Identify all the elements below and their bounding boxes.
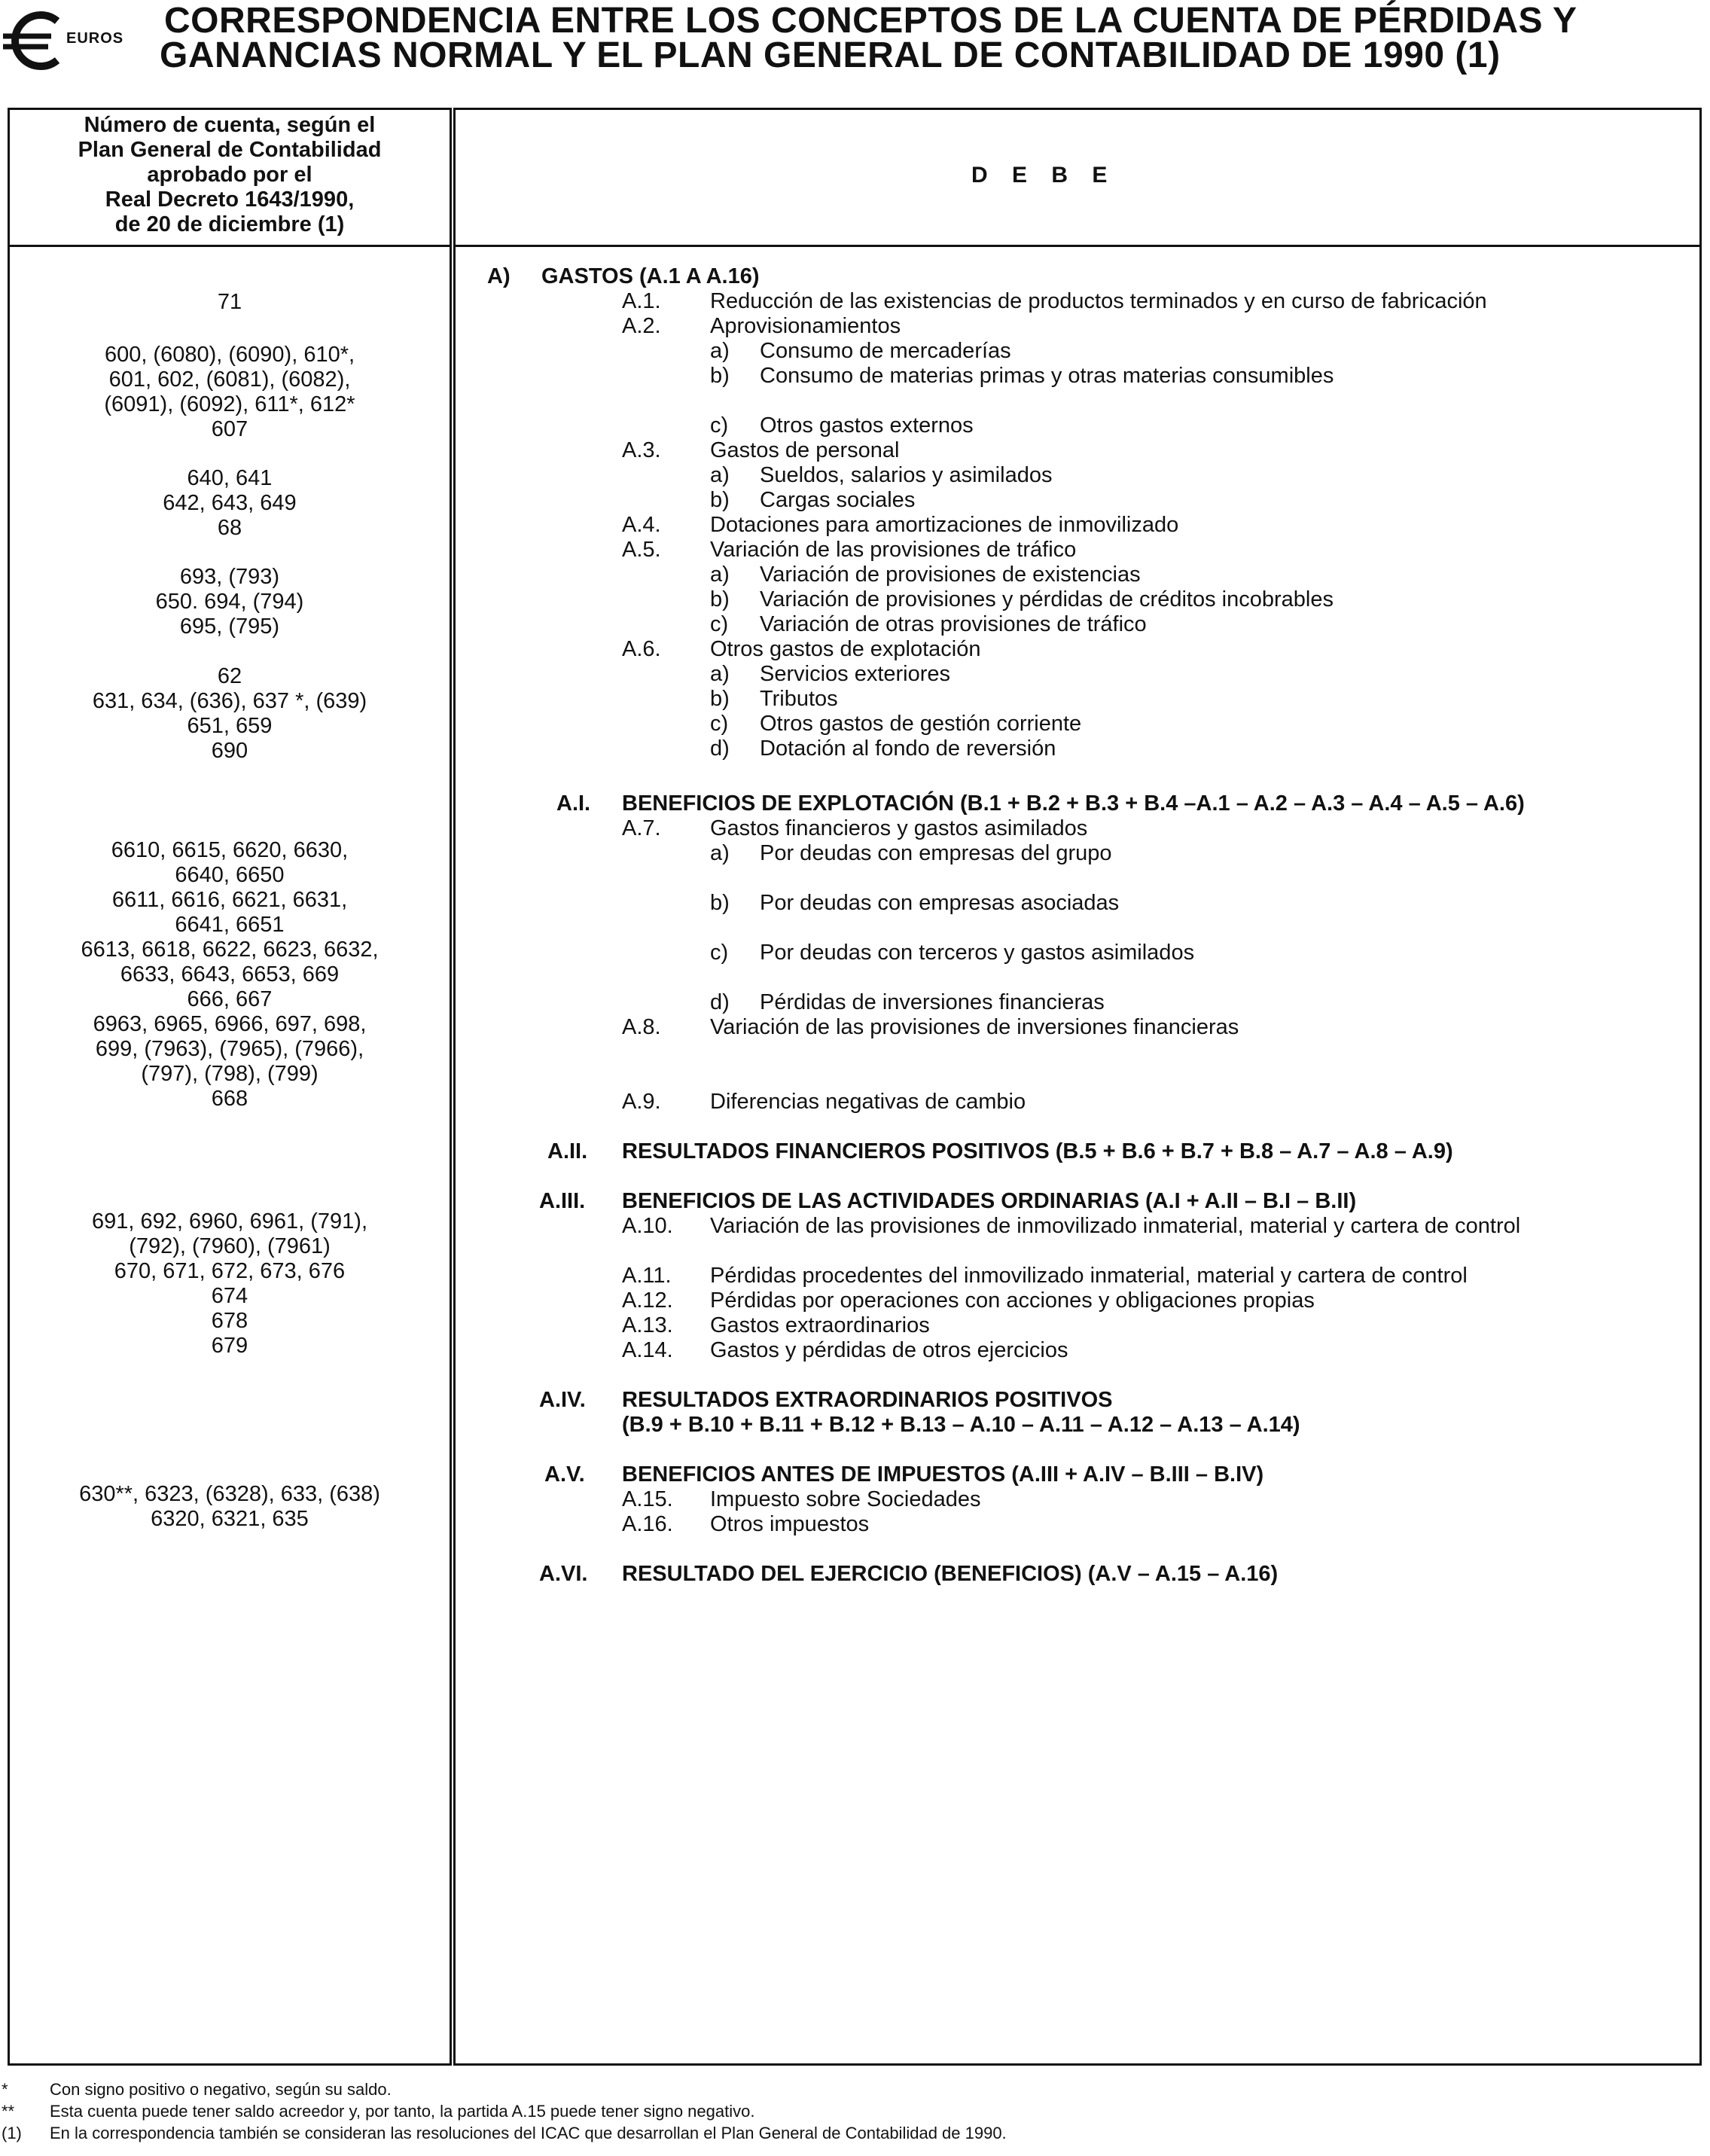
item-text: GASTOS (A.1 A A.16) bbox=[541, 264, 760, 288]
account-numbers: 62 bbox=[217, 664, 242, 688]
header-line: Número de cuenta, según el bbox=[84, 113, 376, 137]
item-code: A.12. bbox=[622, 1288, 673, 1313]
account-numbers: 630**, 6323, (6328), 633, (638) bbox=[79, 1482, 380, 1506]
item-text: Variación de provisiones y pérdidas de créditos incobrables bbox=[760, 587, 1334, 611]
item-code: d) bbox=[710, 736, 730, 761]
account-numbers: 668 bbox=[211, 1087, 248, 1111]
header-line: Plan General de Contabilidad bbox=[78, 138, 382, 162]
item-code: a) bbox=[710, 662, 730, 686]
item-text: Otros gastos de gestión corriente bbox=[760, 712, 1082, 736]
account-numbers: 679 bbox=[211, 1334, 248, 1358]
item-text: Cargas sociales bbox=[760, 488, 916, 512]
account-numbers: 690 bbox=[211, 739, 248, 763]
item-text: Por deudas con terceros y gastos asimilados bbox=[760, 941, 1195, 965]
item-text: Consumo de materias primas y otras materias consumibles bbox=[760, 364, 1334, 388]
item-text: Diferencias negativas de cambio bbox=[710, 1090, 1026, 1114]
account-numbers: 607 bbox=[211, 417, 248, 441]
item-code: b) bbox=[710, 587, 730, 611]
euro-sign-icon bbox=[2, 11, 71, 71]
item-text: Gastos de personal bbox=[710, 438, 900, 462]
item-text: Consumo de mercaderías bbox=[760, 339, 1011, 363]
item-text: Variación de las provisiones de inversiones financieras bbox=[710, 1015, 1239, 1039]
item-text: RESULTADO DEL EJERCICIO (BENEFICIOS) (A.V – A.15 – A.16) bbox=[622, 1562, 1279, 1586]
item-text: Gastos extraordinarios bbox=[710, 1313, 930, 1337]
item-text: Tributos bbox=[760, 687, 838, 711]
column-header-divider bbox=[8, 245, 452, 247]
debe-column bbox=[453, 108, 1702, 2066]
item-text: Pérdidas procedentes del inmovilizado inmaterial, material y cartera de control bbox=[710, 1264, 1468, 1288]
item-code: b) bbox=[710, 364, 730, 388]
item-text: BENEFICIOS DE EXPLOTACIÓN (B.1 + B.2 + B.3 + B.4 –A.1 – A.2 – A.3 – A.4 – A.5 – A.6) bbox=[622, 791, 1525, 816]
item-code: a) bbox=[710, 563, 730, 587]
item-code: c) bbox=[710, 941, 729, 965]
header-line: Real Decreto 1643/1990, bbox=[105, 188, 355, 212]
item-code: a) bbox=[710, 463, 730, 487]
item-text: Reducción de las existencias de productos terminados y en curso de fabricación bbox=[710, 289, 1487, 313]
item-text: Pérdidas de inversiones financieras bbox=[760, 990, 1105, 1014]
item-text: BENEFICIOS ANTES DE IMPUESTOS (A.III + A.IV – B.III – B.IV) bbox=[622, 1462, 1264, 1487]
item-code: A.8. bbox=[622, 1015, 661, 1039]
item-code: A.1. bbox=[622, 289, 661, 313]
account-numbers: 601, 602, (6081), (6082), bbox=[108, 367, 351, 392]
item-code: A.4. bbox=[622, 513, 661, 537]
item-text: RESULTADOS FINANCIEROS POSITIVOS (B.5 + B.6 + B.7 + B.8 – A.7 – A.8 – A.9) bbox=[622, 1139, 1453, 1163]
item-code: A.5. bbox=[622, 538, 661, 562]
item-code: a) bbox=[710, 339, 730, 363]
item-code: A.I. bbox=[556, 791, 591, 816]
item-code: A) bbox=[487, 264, 511, 288]
account-numbers: 670, 671, 672, 673, 676 bbox=[114, 1259, 346, 1283]
item-code: A.IV. bbox=[539, 1388, 586, 1412]
account-numbers: 640, 641 bbox=[187, 466, 273, 490]
footnote-text: En la correspondencia también se consideran las resoluciones del ICAC que desarrollan el Plan General de Contabilidad de 1990. bbox=[50, 2124, 1007, 2142]
account-numbers: 693, (793) bbox=[179, 565, 280, 589]
account-numbers: 6320, 6321, 635 bbox=[151, 1507, 309, 1531]
account-numbers: 642, 643, 649 bbox=[163, 491, 297, 515]
account-numbers: 6610, 6615, 6620, 6630, bbox=[111, 838, 349, 862]
item-text: Por deudas con empresas del grupo bbox=[760, 841, 1112, 865]
item-text: Otros gastos externos bbox=[760, 413, 974, 438]
account-numbers: 6613, 6618, 6622, 6623, 6632, bbox=[81, 938, 379, 962]
item-code: A.13. bbox=[622, 1313, 673, 1337]
footnote-text: Esta cuenta puede tener saldo acreedor y, por tanto, la partida A.15 puede tener signo negativo. bbox=[50, 2102, 755, 2121]
item-text: Variación de las provisiones de tráfico bbox=[710, 538, 1077, 562]
debe-column-header: D E B E bbox=[971, 163, 1117, 188]
item-code: b) bbox=[710, 488, 730, 512]
item-code: A.11. bbox=[622, 1264, 672, 1288]
account-numbers: 6633, 6643, 6653, 669 bbox=[120, 962, 340, 987]
account-numbers: 691, 692, 6960, 6961, (791), bbox=[91, 1209, 367, 1234]
item-code: A.9. bbox=[622, 1090, 661, 1114]
item-text: Dotaciones para amortizaciones de inmovilizado bbox=[710, 513, 1179, 537]
item-code: A.II. bbox=[547, 1139, 588, 1163]
footnote-mark: ** bbox=[2, 2102, 15, 2121]
item-code: b) bbox=[710, 891, 730, 915]
item-text: Gastos financieros y gastos asimilados bbox=[710, 816, 1088, 840]
item-code: c) bbox=[710, 712, 729, 736]
item-text: BENEFICIOS DE LAS ACTIVIDADES ORDINARIAS (A.I + A.II – B.I – B.II) bbox=[622, 1189, 1357, 1213]
footnote-text: Con signo positivo o negativo, según su saldo. bbox=[50, 2080, 392, 2099]
column-header-divider bbox=[453, 245, 1702, 247]
account-numbers: (792), (7960), (7961) bbox=[129, 1234, 331, 1258]
item-text: Aprovisionamientos bbox=[710, 314, 901, 338]
account-numbers: 650. 694, (794) bbox=[155, 590, 304, 614]
item-code: A.14. bbox=[622, 1338, 673, 1362]
item-code: A.VI. bbox=[539, 1562, 588, 1586]
item-code: A.3. bbox=[622, 438, 661, 462]
item-text: Gastos y pérdidas de otros ejercicios bbox=[710, 1338, 1068, 1362]
item-code: A.V. bbox=[544, 1462, 585, 1487]
account-numbers: 6611, 6616, 6621, 6631, bbox=[111, 888, 348, 912]
currency-label: EUROS bbox=[66, 30, 124, 47]
account-numbers: 695, (795) bbox=[179, 614, 280, 639]
account-numbers: 68 bbox=[217, 516, 242, 540]
page-title-line-2: GANANCIAS NORMAL Y EL PLAN GENERAL DE CONTABILIDAD DE 1990 (1) bbox=[160, 35, 1501, 75]
item-code: A.16. bbox=[622, 1512, 673, 1536]
account-numbers: 631, 634, (636), 637 *, (639) bbox=[92, 689, 367, 713]
item-code: c) bbox=[710, 612, 729, 636]
footnote-mark: * bbox=[2, 2080, 8, 2099]
account-numbers: (797), (798), (799) bbox=[141, 1062, 319, 1086]
account-numbers: 600, (6080), (6090), 610*, bbox=[104, 343, 355, 367]
item-text: RESULTADOS EXTRAORDINARIOS POSITIVOS bbox=[622, 1388, 1113, 1412]
header-line: aprobado por el bbox=[147, 163, 312, 187]
item-text: Impuesto sobre Sociedades bbox=[710, 1487, 981, 1511]
item-text: (B.9 + B.10 + B.11 + B.12 + B.13 – A.10 – A.11 – A.12 – A.13 – A.14) bbox=[622, 1413, 1300, 1437]
item-text: Variación de las provisiones de inmovilizado inmaterial, material y cartera de control bbox=[710, 1214, 1521, 1238]
item-text: Servicios exteriores bbox=[760, 662, 951, 686]
item-code: A.2. bbox=[622, 314, 661, 338]
account-numbers: 678 bbox=[211, 1309, 248, 1333]
account-numbers: 6963, 6965, 6966, 697, 698, bbox=[93, 1012, 367, 1036]
account-column-header bbox=[10, 113, 450, 237]
item-text: Por deudas con empresas asociadas bbox=[760, 891, 1120, 915]
item-code: d) bbox=[710, 990, 730, 1014]
item-text: Sueldos, salarios y asimilados bbox=[760, 463, 1053, 487]
item-code: c) bbox=[710, 413, 729, 438]
item-text: Otros impuestos bbox=[710, 1512, 870, 1536]
item-text: Variación de provisiones de existencias bbox=[760, 563, 1141, 587]
item-text: Dotación al fondo de reversión bbox=[760, 736, 1056, 761]
account-numbers: 651, 659 bbox=[187, 714, 273, 738]
footnote-mark: (1) bbox=[2, 2124, 22, 2142]
page-title-line-1: CORRESPONDENCIA ENTRE LOS CONCEPTOS DE LA CUENTA DE PÉRDIDAS Y bbox=[164, 1, 1577, 41]
account-numbers: 674 bbox=[211, 1284, 248, 1308]
item-code: A.7. bbox=[622, 816, 661, 840]
account-numbers: 71 bbox=[217, 290, 242, 314]
item-text: Otros gastos de explotación bbox=[710, 637, 981, 661]
item-code: a) bbox=[710, 841, 730, 865]
account-numbers: (6091), (6092), 611*, 612* bbox=[104, 392, 355, 416]
item-code: A.10. bbox=[622, 1214, 673, 1238]
account-numbers: 699, (7963), (7965), (7966), bbox=[95, 1037, 364, 1061]
item-text: Variación de otras provisiones de tráfico bbox=[760, 612, 1147, 636]
account-numbers: 6641, 6651 bbox=[175, 913, 285, 937]
item-code: A.6. bbox=[622, 637, 661, 661]
header-line: de 20 de diciembre (1) bbox=[114, 212, 345, 236]
item-code: A.15. bbox=[622, 1487, 673, 1511]
item-code: A.III. bbox=[539, 1189, 586, 1213]
item-code: b) bbox=[710, 687, 730, 711]
account-numbers: 6640, 6650 bbox=[175, 863, 285, 887]
account-numbers: 666, 667 bbox=[187, 987, 273, 1011]
item-text: Pérdidas por operaciones con acciones y obligaciones propias bbox=[710, 1288, 1315, 1313]
